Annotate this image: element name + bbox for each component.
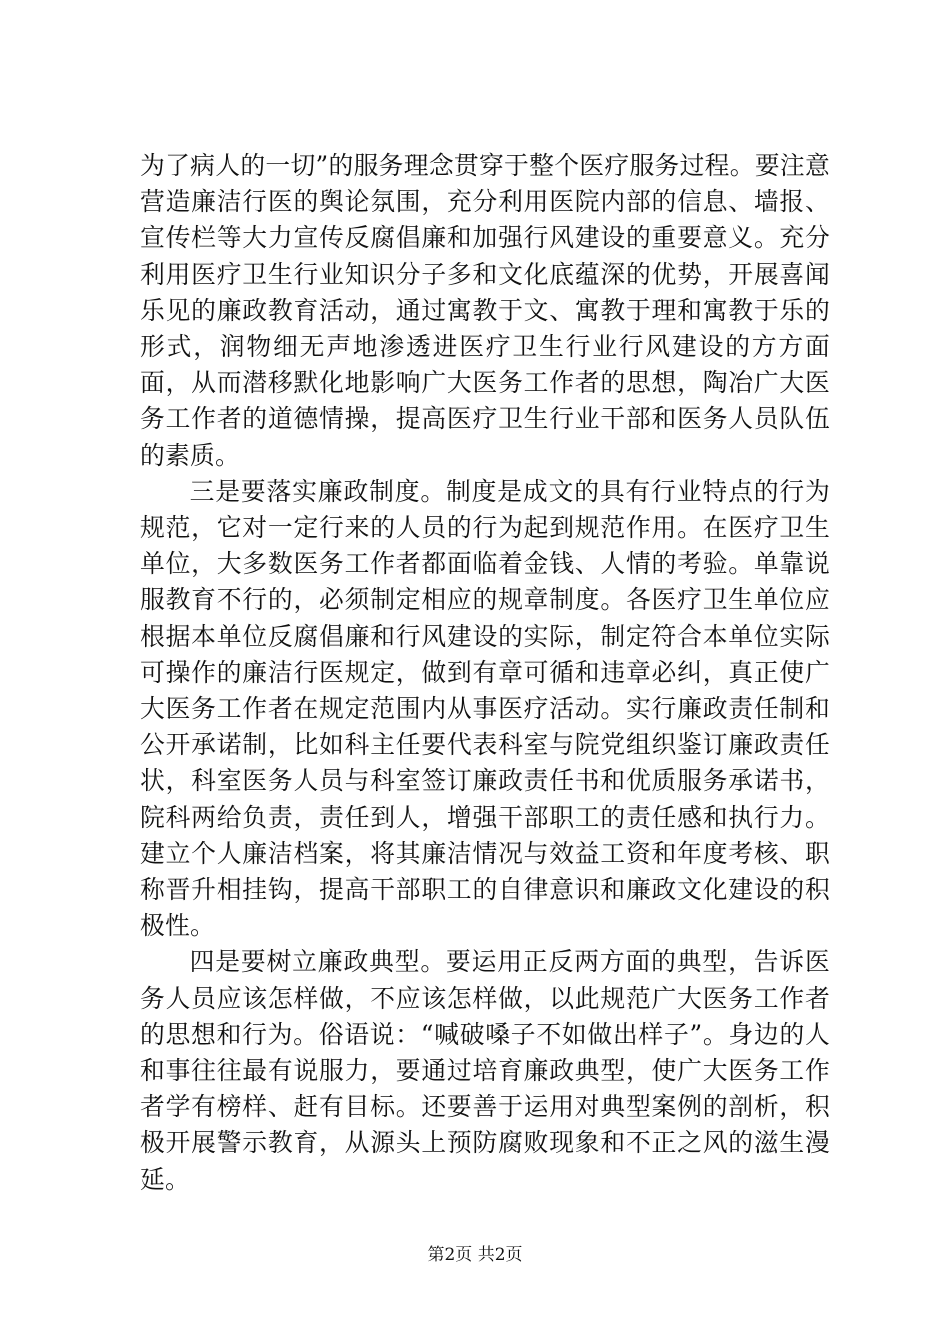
paragraph-1: 为了病人的一切”的服务理念贯穿于整个医疗服务过程。要注意营造廉洁行医的舆论氛围，充分利用医院内部的信息、墙报、宣传栏等大力宣传反腐倡廉和加强行风建设的重要意义。充分利用医疗卫生行业知识分子多和文化底蕴深的优势，开展喜闻乐见的廉政教育活动，通过寓教于文、寓教于理和寓教于乐的形式，润物细无声地渗透进医疗卫生行业行风建设的方方面面，从而潜移默化地影响广大医务工作者的思想，陶冶广大医务工作者的道德情操，提高医疗卫生行业干部和医务人员队伍的素质。 xyxy=(140,151,830,470)
page-footer: 第2页 共2页 xyxy=(427,1245,523,1265)
document-body xyxy=(140,148,830,1198)
paragraph-2: 三是要落实廉政制度。制度是成文的具有行业特点的行为规范，它对一定行来的人员的行为起到规范作用。在医疗卫生单位，大多数医务工作者都面临着金钱、人情的考验。单靠说服教育不行的，必须制定相应的规章制度。各医疗卫生单位应根据本单位反腐倡廉和行风建设的实际，制定符合本单位实际可操作的廉洁行医规定，做到有章可循和违章必纠，真正使广大医务工作者在规定范围内从事医疗活动。实行廉政责任制和公开承诺制，比如科主任要代表科室与院党组织鉴订廉政责任状，科室医务人员与科室签订廉政责任书和优质服务承诺书，院科两给负责，责任到人，增强干部职工的责任感和执行力。建立个人廉洁档案，将其廉洁情况与效益工资和年度考核、职称晋升相挂钩，提高干部职工的自律意识和廉政文化建设的积极性。 xyxy=(140,476,830,941)
paragraph-3: 四是要树立廉政典型。要运用正反两方面的典型，告诉医务人员应该怎样做，不应该怎样做，以此规范广大医务工作者的思想和行为。俗语说：“喊破嗓子不如做出样子”。身边的人和事往往最有说服力，要通过培育廉政典型，使广大医务工作者学有榜样、赶有目标。还要善于运用对典型案例的剖析，积极开展警示教育，从源头上预防腐败现象和不正之风的滋生漫延。 xyxy=(140,947,830,1194)
